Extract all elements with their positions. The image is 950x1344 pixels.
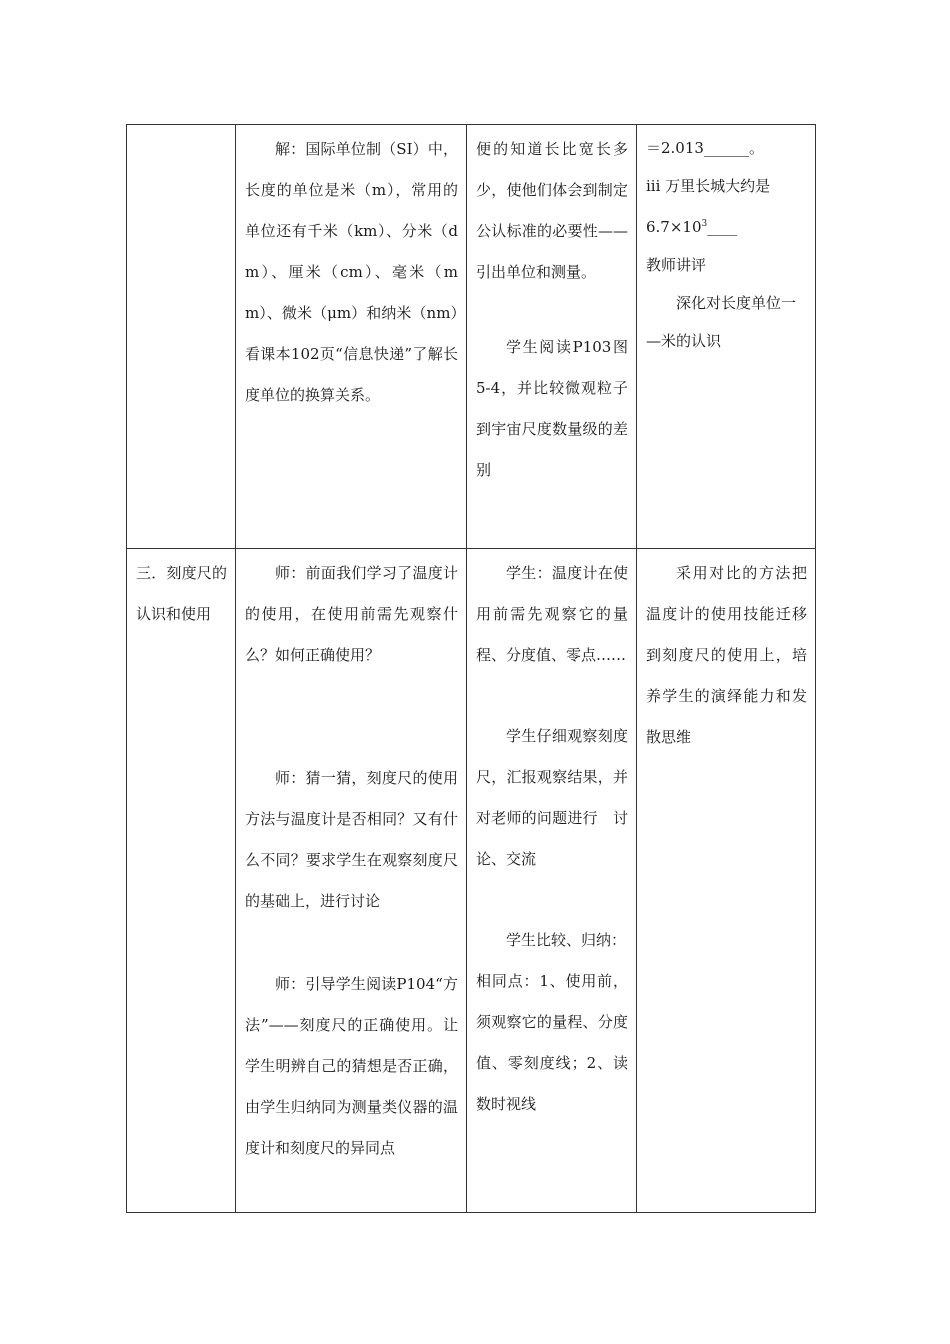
row1-teacher-cell [236, 125, 467, 549]
row2-student-text-4: 相同点：1、使用前，须观察它的量程、分度值、零刻度线；2、读数时视线 [476, 972, 628, 1113]
row1-intent-line-5: 深化对长度单位一—米的认识 [646, 294, 797, 350]
row1-intent-line-4: 教师讲评 [646, 256, 707, 274]
row2-stage-cell [127, 549, 236, 1213]
exponent-base: 6.7×10 [646, 218, 702, 236]
row1-intent-cell [637, 125, 816, 549]
row1-student-text-1: 便的知道长比宽长多少，使他们体会到制定公认标准的必要性——引出单位和测量。 [476, 140, 628, 281]
row2-student-text-1: 学生：温度计在使用前需先观察它的量程、分度值、零点…… [476, 564, 628, 664]
row2-stage-text: 三．刻度尺的认识和使用 [136, 564, 227, 623]
row1-intent-line-3 [646, 205, 807, 246]
row1-intent-line-1: ＝2.013______。 [646, 139, 764, 157]
row2-teacher-text-2: 师：猜一猜，刻度尺的使用方法与温度计是否相同？又有什么不同？要求学生在观察刻度尺的基础上，进行讨论 [245, 769, 458, 910]
row1-intent-line-2: iii 万里长城大约是 [646, 177, 771, 195]
table-row [127, 125, 816, 549]
table-row [127, 549, 816, 1213]
row2-intent-cell [637, 549, 816, 1213]
row2-student-cell [467, 549, 637, 1213]
row1-student-cell [467, 125, 637, 549]
row2-intent-text: 采用对比的方法把温度计的使用技能迁移到刻度尺的使用上，培养学生的演绎能力和发散思维 [646, 564, 807, 746]
row2-student-text-3: 学生比较、归纳： [506, 931, 627, 949]
answer-blank: ____ [707, 218, 738, 236]
row2-student-text-2: 学生仔细观察刻度尺，汇报观察结果，并对老师的问题进行 讨论、交流 [476, 727, 628, 868]
row1-stage-cell [127, 125, 236, 549]
row2-teacher-text-3: 师：引导学生阅读P104“方法”——刻度尺的正确使用。让学生明辨自己的猜想是否正确，由学生归纳同为测量类仪器的温度计和刻度尺的异同点 [245, 975, 458, 1157]
exponent: 3 [701, 219, 708, 229]
lesson-table [126, 124, 816, 1213]
row2-teacher-cell [236, 549, 467, 1213]
row1-student-text-2: 学生阅读P103图5-4，并比较微观粒子到宇宙尺度数量级的差别 [476, 338, 628, 479]
row1-teacher-text: 解：国际单位制（SI）中，长度的单位是米（m），常用的单位还有千米（km）、分米（dm）、厘米（cm）、毫米（mm）、微米（μm）和纳米（nm）看课本102页“信息快递”了解长度单位的换算关系。 [245, 140, 458, 404]
row2-teacher-text-1: 师：前面我们学习了温度计的使用，在使用前需先观察什么？如何正确使用？ [245, 564, 458, 664]
